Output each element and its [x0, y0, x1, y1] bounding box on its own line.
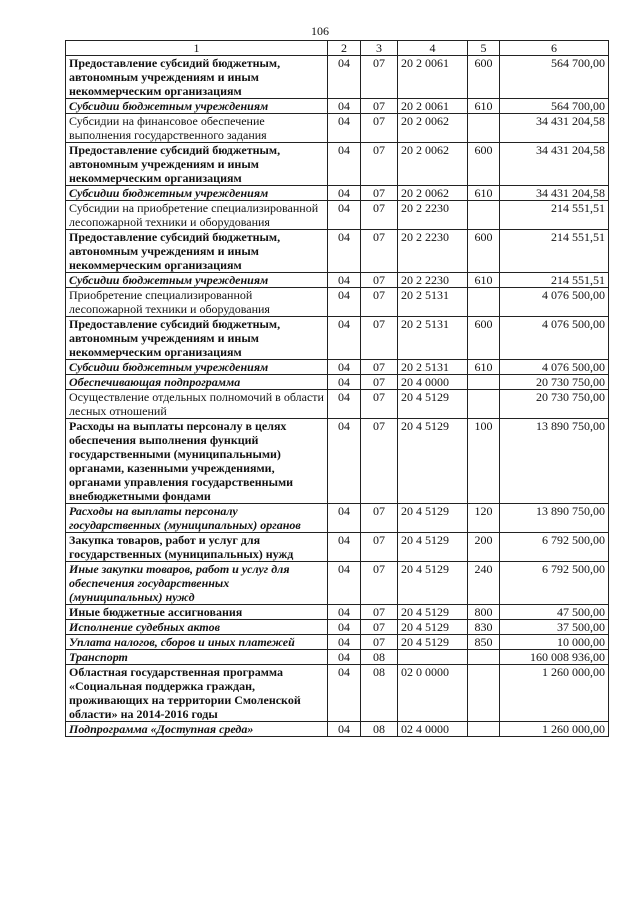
table-row — [66, 186, 609, 201]
row-target-article: 20 4 5129 — [398, 419, 468, 504]
row-target-article: 20 4 5129 — [398, 562, 468, 605]
row-subsection: 07 — [361, 419, 398, 504]
table-body — [66, 56, 609, 737]
row-subsection: 07 — [361, 317, 398, 360]
row-expense-type: 120 — [468, 504, 500, 533]
row-amount: 34 431 204,58 — [500, 186, 609, 201]
table-row — [66, 99, 609, 114]
table-row — [66, 375, 609, 390]
table-row — [66, 201, 609, 230]
row-amount: 214 551,51 — [500, 201, 609, 230]
row-name: Иные бюджетные ассигнования — [66, 605, 328, 620]
row-target-article: 20 2 0061 — [398, 99, 468, 114]
row-expense-type: 600 — [468, 317, 500, 360]
table-row — [66, 620, 609, 635]
row-name: Субсидии бюджетным учреждениям — [66, 273, 328, 288]
row-name: Предоставление субсидий бюджетным, автономным учреждениям и иным некоммерческим организациям — [66, 143, 328, 186]
row-target-article: 20 2 5131 — [398, 288, 468, 317]
row-expense-type: 600 — [468, 56, 500, 99]
row-name: Расходы на выплаты персоналу государственных (муниципальных) органов — [66, 504, 328, 533]
row-amount: 13 890 750,00 — [500, 504, 609, 533]
row-section: 04 — [328, 288, 361, 317]
page-number: 106 — [311, 24, 329, 38]
header-col-2: 2 — [328, 41, 361, 56]
row-amount: 34 431 204,58 — [500, 114, 609, 143]
row-subsection: 07 — [361, 375, 398, 390]
header-col-1: 1 — [66, 41, 328, 56]
row-section: 04 — [328, 533, 361, 562]
row-target-article: 20 4 5129 — [398, 635, 468, 650]
row-target-article: 20 2 2230 — [398, 230, 468, 273]
row-amount: 160 008 936,00 — [500, 650, 609, 665]
row-section: 04 — [328, 230, 361, 273]
table-row — [66, 562, 609, 605]
row-amount: 564 700,00 — [500, 56, 609, 99]
row-name: Обеспечивающая подпрограмма — [66, 375, 328, 390]
row-amount: 37 500,00 — [500, 620, 609, 635]
row-name: Предоставление субсидий бюджетным, автономным учреждениям и иным некоммерческим организациям — [66, 317, 328, 360]
row-subsection: 07 — [361, 143, 398, 186]
header-col-3: 3 — [361, 41, 398, 56]
row-expense-type — [468, 114, 500, 143]
row-amount: 214 551,51 — [500, 273, 609, 288]
row-amount: 20 730 750,00 — [500, 375, 609, 390]
row-expense-type: 240 — [468, 562, 500, 605]
row-section: 04 — [328, 419, 361, 504]
table-row — [66, 533, 609, 562]
row-subsection: 07 — [361, 288, 398, 317]
row-subsection: 08 — [361, 665, 398, 722]
row-target-article: 20 4 5129 — [398, 390, 468, 419]
row-subsection: 08 — [361, 650, 398, 665]
row-amount: 10 000,00 — [500, 635, 609, 650]
row-amount: 20 730 750,00 — [500, 390, 609, 419]
row-amount: 6 792 500,00 — [500, 562, 609, 605]
table-row — [66, 650, 609, 665]
row-section: 04 — [328, 620, 361, 635]
row-subsection: 07 — [361, 620, 398, 635]
row-expense-type — [468, 288, 500, 317]
row-section: 04 — [328, 635, 361, 650]
row-name: Уплата налогов, сборов и иных платежей — [66, 635, 328, 650]
row-expense-type: 600 — [468, 230, 500, 273]
row-amount: 47 500,00 — [500, 605, 609, 620]
row-expense-type: 100 — [468, 419, 500, 504]
table-row — [66, 504, 609, 533]
row-name: Областная государственная программа «Социальная поддержка граждан, проживающих на территории Смоленской области» на 2014-2016 годы — [66, 665, 328, 722]
row-target-article: 20 2 0061 — [398, 56, 468, 99]
row-amount: 214 551,51 — [500, 230, 609, 273]
row-expense-type: 800 — [468, 605, 500, 620]
row-name: Подпрограмма «Доступная среда» — [66, 722, 328, 737]
row-expense-type — [468, 665, 500, 722]
row-target-article: 20 2 5131 — [398, 317, 468, 360]
row-section: 04 — [328, 99, 361, 114]
row-amount: 4 076 500,00 — [500, 317, 609, 360]
row-section: 04 — [328, 722, 361, 737]
table-row — [66, 230, 609, 273]
row-target-article: 20 2 0062 — [398, 143, 468, 186]
row-name: Расходы на выплаты персоналу в целях обеспечения выполнения функций государственными (муниципальными) органами, казенными учреждениями, органами управления государственными внебюджетными фондами — [66, 419, 328, 504]
row-section: 04 — [328, 201, 361, 230]
row-section: 04 — [328, 562, 361, 605]
row-expense-type: 610 — [468, 360, 500, 375]
row-expense-type — [468, 390, 500, 419]
row-subsection: 07 — [361, 56, 398, 99]
row-name: Субсидии бюджетным учреждениям — [66, 99, 328, 114]
row-section: 04 — [328, 390, 361, 419]
row-target-article: 20 4 5129 — [398, 504, 468, 533]
row-subsection: 07 — [361, 504, 398, 533]
row-expense-type: 610 — [468, 273, 500, 288]
row-expense-type — [468, 650, 500, 665]
table-row — [66, 273, 609, 288]
row-target-article: 20 2 2230 — [398, 273, 468, 288]
row-amount: 4 076 500,00 — [500, 288, 609, 317]
table-row — [66, 722, 609, 737]
row-name: Закупка товаров, работ и услуг для государственных (муниципальных) нужд — [66, 533, 328, 562]
table-row — [66, 390, 609, 419]
row-name: Исполнение судебных актов — [66, 620, 328, 635]
row-expense-type — [468, 201, 500, 230]
header-col-5: 5 — [468, 41, 500, 56]
row-expense-type — [468, 375, 500, 390]
row-name: Субсидии на приобретение специализированной лесопожарной техники и оборудования — [66, 201, 328, 230]
row-target-article: 20 2 5131 — [398, 360, 468, 375]
table-row — [66, 605, 609, 620]
table-row — [66, 635, 609, 650]
row-target-article: 20 4 5129 — [398, 605, 468, 620]
row-section: 04 — [328, 273, 361, 288]
row-subsection: 07 — [361, 360, 398, 375]
row-name: Субсидии бюджетным учреждениям — [66, 186, 328, 201]
row-target-article: 20 4 0000 — [398, 375, 468, 390]
row-section: 04 — [328, 665, 361, 722]
row-amount: 1 260 000,00 — [500, 722, 609, 737]
row-amount: 13 890 750,00 — [500, 419, 609, 504]
row-subsection: 07 — [361, 390, 398, 419]
header-col-6: 6 — [500, 41, 609, 56]
row-target-article — [398, 650, 468, 665]
row-section: 04 — [328, 360, 361, 375]
row-expense-type: 600 — [468, 143, 500, 186]
row-subsection: 07 — [361, 230, 398, 273]
row-subsection: 07 — [361, 186, 398, 201]
row-section: 04 — [328, 650, 361, 665]
row-amount: 564 700,00 — [500, 99, 609, 114]
row-subsection: 08 — [361, 722, 398, 737]
row-target-article: 20 2 0062 — [398, 186, 468, 201]
budget-table — [65, 40, 609, 737]
row-target-article: 20 2 2230 — [398, 201, 468, 230]
table-row — [66, 288, 609, 317]
row-subsection: 07 — [361, 114, 398, 143]
row-name: Предоставление субсидий бюджетным, автономным учреждениям и иным некоммерческим организациям — [66, 230, 328, 273]
table-row — [66, 419, 609, 504]
row-expense-type — [468, 722, 500, 737]
header-col-4: 4 — [398, 41, 468, 56]
row-subsection: 07 — [361, 201, 398, 230]
row-target-article: 20 2 0062 — [398, 114, 468, 143]
row-subsection: 07 — [361, 99, 398, 114]
row-subsection: 07 — [361, 635, 398, 650]
table-row — [66, 360, 609, 375]
row-section: 04 — [328, 56, 361, 99]
row-section: 04 — [328, 504, 361, 533]
row-section: 04 — [328, 114, 361, 143]
row-amount: 1 260 000,00 — [500, 665, 609, 722]
row-target-article: 02 4 0000 — [398, 722, 468, 737]
row-target-article: 02 0 0000 — [398, 665, 468, 722]
row-section: 04 — [328, 143, 361, 186]
row-name: Иные закупки товаров, работ и услуг для обеспечения государственных (муниципальных) нужд — [66, 562, 328, 605]
table-row — [66, 56, 609, 99]
table-row — [66, 143, 609, 186]
table-row — [66, 665, 609, 722]
row-expense-type: 200 — [468, 533, 500, 562]
row-name: Транспорт — [66, 650, 328, 665]
row-expense-type: 830 — [468, 620, 500, 635]
row-name: Субсидии бюджетным учреждениям — [66, 360, 328, 375]
table-header-row — [66, 41, 609, 56]
row-expense-type: 850 — [468, 635, 500, 650]
row-section: 04 — [328, 605, 361, 620]
row-expense-type: 610 — [468, 99, 500, 114]
row-target-article: 20 4 5129 — [398, 620, 468, 635]
row-section: 04 — [328, 375, 361, 390]
row-subsection: 07 — [361, 605, 398, 620]
row-name: Осуществление отдельных полномочий в области лесных отношений — [66, 390, 328, 419]
row-subsection: 07 — [361, 533, 398, 562]
row-section: 04 — [328, 186, 361, 201]
row-amount: 6 792 500,00 — [500, 533, 609, 562]
row-subsection: 07 — [361, 273, 398, 288]
row-name: Субсидии на финансовое обеспечение выполнения государственного задания — [66, 114, 328, 143]
row-target-article: 20 4 5129 — [398, 533, 468, 562]
row-section: 04 — [328, 317, 361, 360]
table-row — [66, 317, 609, 360]
row-expense-type: 610 — [468, 186, 500, 201]
row-subsection: 07 — [361, 562, 398, 605]
row-name: Приобретение специализированной лесопожарной техники и оборудования — [66, 288, 328, 317]
table-row — [66, 114, 609, 143]
row-amount: 4 076 500,00 — [500, 360, 609, 375]
row-name: Предоставление субсидий бюджетным, автономным учреждениям и иным некоммерческим организациям — [66, 56, 328, 99]
row-amount: 34 431 204,58 — [500, 143, 609, 186]
